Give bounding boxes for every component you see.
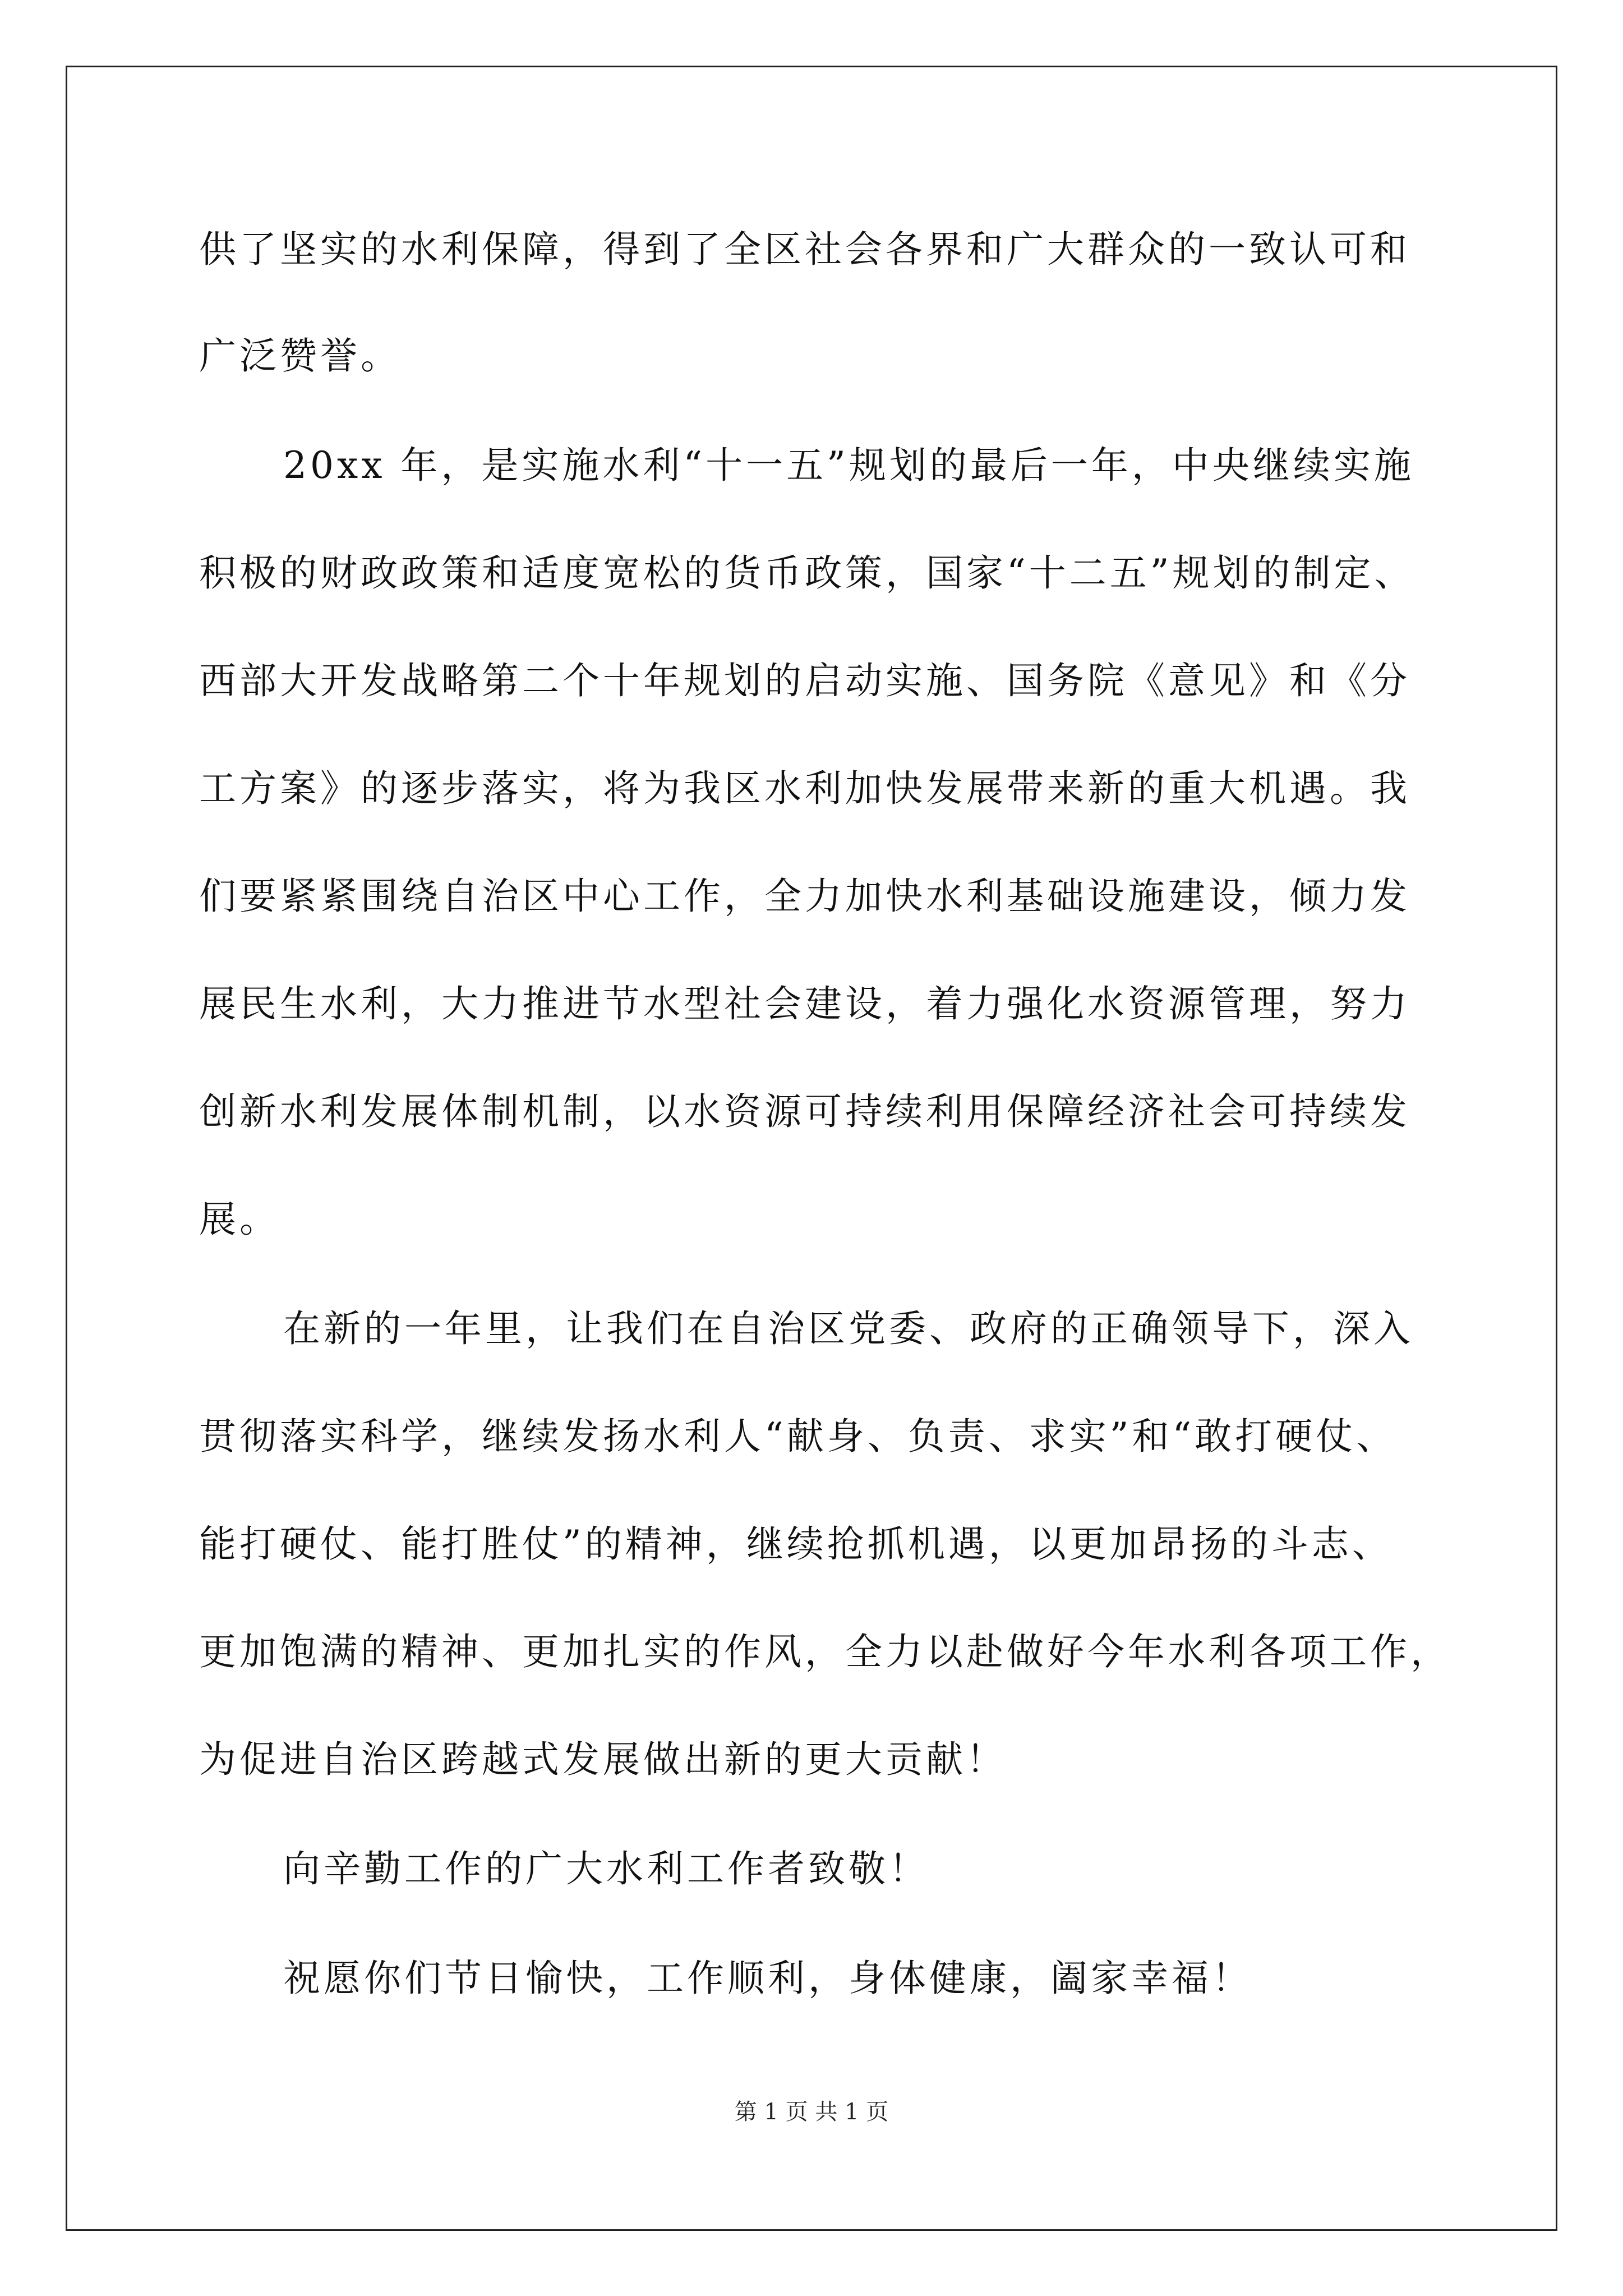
text-line: 祝愿你们节日愉快，工作顺利，身体健康，阖家幸福！ [283,1957,1252,2000]
text-line: 展民生水利，大力推进节水型社会建设，着力强化水资源管理，努力 [199,982,1410,1025]
page-footer: 第 1 页 共 1 页 [734,2099,889,2125]
text-line: 积极的财政政策和适度宽松的货币政策，国家“十二五”规划的制定、 [199,551,1415,595]
text-line: 能打硬仗、能打胜仗”的精神，继续抢抓机遇，以更加昂扬的斗志、 [199,1522,1393,1566]
text-line: 供了坚实的水利保障，得到了全区社会各界和广大群众的一致认可和 [199,228,1410,271]
text-line: 创新水利发展体制机制，以水资源可持续利用保障经济社会可持续发 [199,1090,1410,1133]
text-line: 们要紧紧围绕自治区中心工作，全力加快水利基础设施建设，倾力发 [199,875,1410,918]
text-line: 工方案》的逐步落实，将为我区水利加快发展带来新的重大机遇。我 [199,767,1410,810]
text-line: 向辛勤工作的广大水利工作者致敬！ [283,1847,929,1890]
text-line: 贯彻落实科学，继续发扬水利人“献身、负责、求实”和“敢打硬仗、 [199,1415,1397,1458]
text-line: 广泛赞誉。 [199,334,401,378]
text-line: 更加饱满的精神、更加扎实的作风，全力以赴做好今年水利各项工作， [199,1630,1451,1673]
text-line: 在新的一年里，让我们在自治区党委、政府的正确领导下，深入 [283,1307,1414,1350]
page-border [66,66,1557,2231]
text-line: 20xx 年，是实施水利“十一五”规划的最后一年，中央继续实施 [283,444,1414,487]
text-line: 展。 [199,1198,280,1241]
text-line: 西部大开发战略第二个十年规划的启动实施、国务院《意见》和《分 [199,659,1410,702]
text-line: 为促进自治区跨越式发展做出新的更大贡献！ [199,1738,1007,1781]
